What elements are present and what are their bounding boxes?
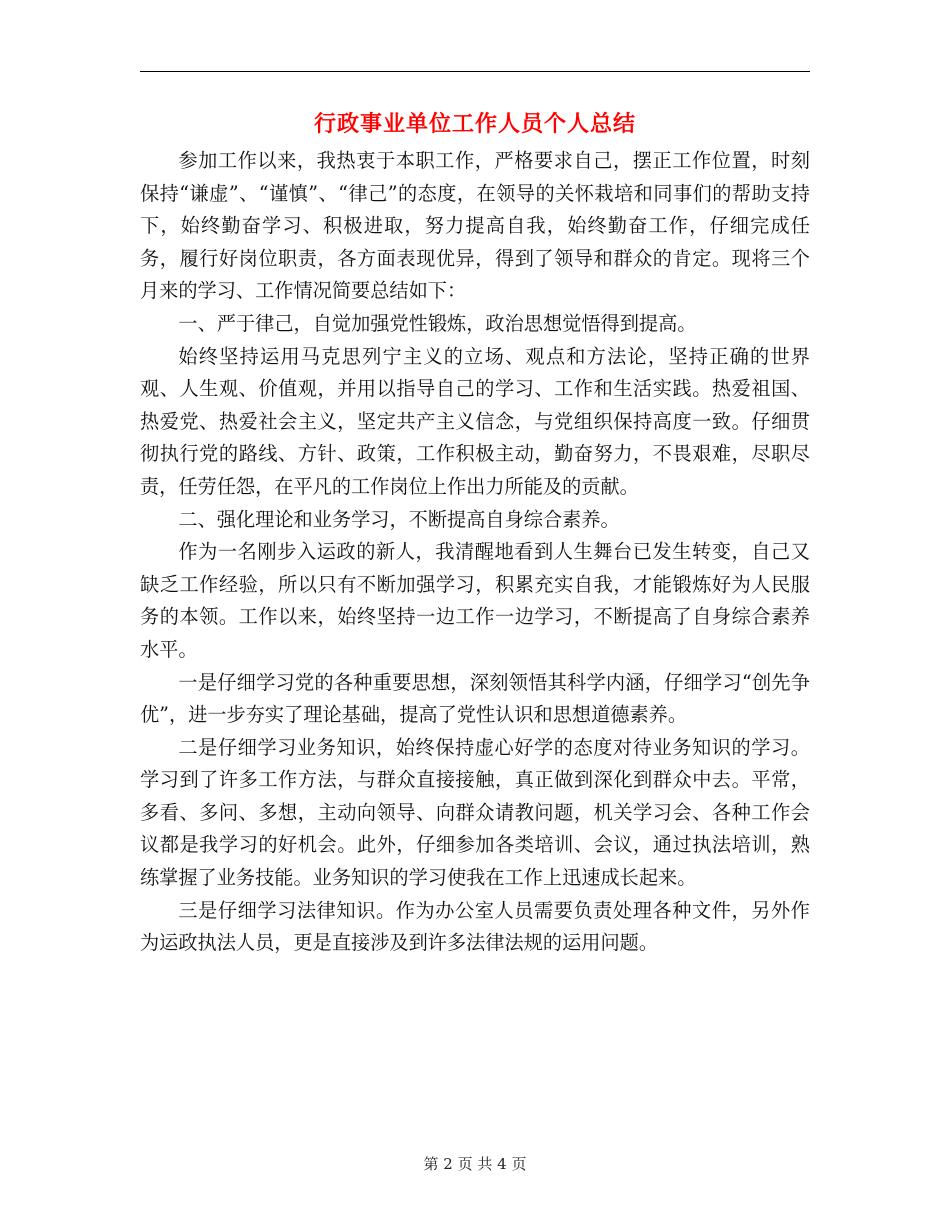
paragraph-intro: 参加工作以来，我热衷于本职工作，严格要求自己，摆正工作位置，时刻保持“谦虚”、“谨慎”、“律己”的态度，在领导的关怀栽培和同事们的帮助支持下，始终勤奋学习、积极进取，努力提高自我，始终勤奋工作，仔细完成任务，履行好岗位职责，各方面表现优异，得到了领导和群众的肯定。现将三个月来的学习、工作情况简要总结如下： [140,149,810,303]
section-heading-1: 一、严于律己，自觉加强党性锻炼，政治思想觉悟得到提高。 [178,311,697,335]
paragraph-study-law: 三是仔细学习法律知识。作为办公室人员需要负责处理各种文件，另外作为运政执法人员，更是直接涉及到许多法律法规的运用问题。 [140,898,810,955]
document-body [140,145,810,960]
paragraph-political: 始终坚持运用马克思列宁主义的立场、观点和方法论，坚持正确的世界观、人生观、价值观，并用以指导自己的学习、工作和生活实践。热爱祖国、热爱党、热爱社会主义，坚定共产主义信念，与党组织保持高度一致。仔细贯彻执行党的路线、方针、政策，工作积极主动，勤奋努力，不畏艰难，尽职尽责，任劳任怨，在平凡的工作岗位上作出力所能及的贡献。 [140,344,810,498]
paragraph-study-business: 二是仔细学习业务知识，始终保持虚心好学的态度对待业务知识的学习。学习到了许多工作方法，与群众直接接触，真正做到深化到群众中去。平常，多看、多问、多想，主动向领导、向群众请教问题，机关学习会、各种工作会议都是我学习的好机会。此外，仔细参加各类培训、会议，通过执法培训，熟练掌握了业务技能。业务知识的学习使我在工作上迅速成长起来。 [140,735,810,890]
page-number: 第 2 页 共 4 页 [423,1155,527,1173]
document-title: 行政事业单位工作人员个人总结 [313,112,636,137]
header-rule [140,71,810,72]
paragraph-study: 作为一名刚步入运政的新人，我清醒地看到人生舞台已发生转变，自己又缺乏工作经验，所以只有不断加强学习，积累充实自我，才能锻炼好为人民服务的本领。工作以来，始终坚持一边工作一边学习，不断提高了自身综合素养水平。 [140,540,810,661]
section-heading-2: 二、强化理论和业务学习，不断提高自身综合素养。 [178,507,620,531]
paragraph-study-party: 一是仔细学习党的各种重要思想，深刻领悟其科学内涵，仔细学习“创先争优”，进一步夯实了理论基础，提高了党性认识和思想道德素养。 [140,670,810,727]
